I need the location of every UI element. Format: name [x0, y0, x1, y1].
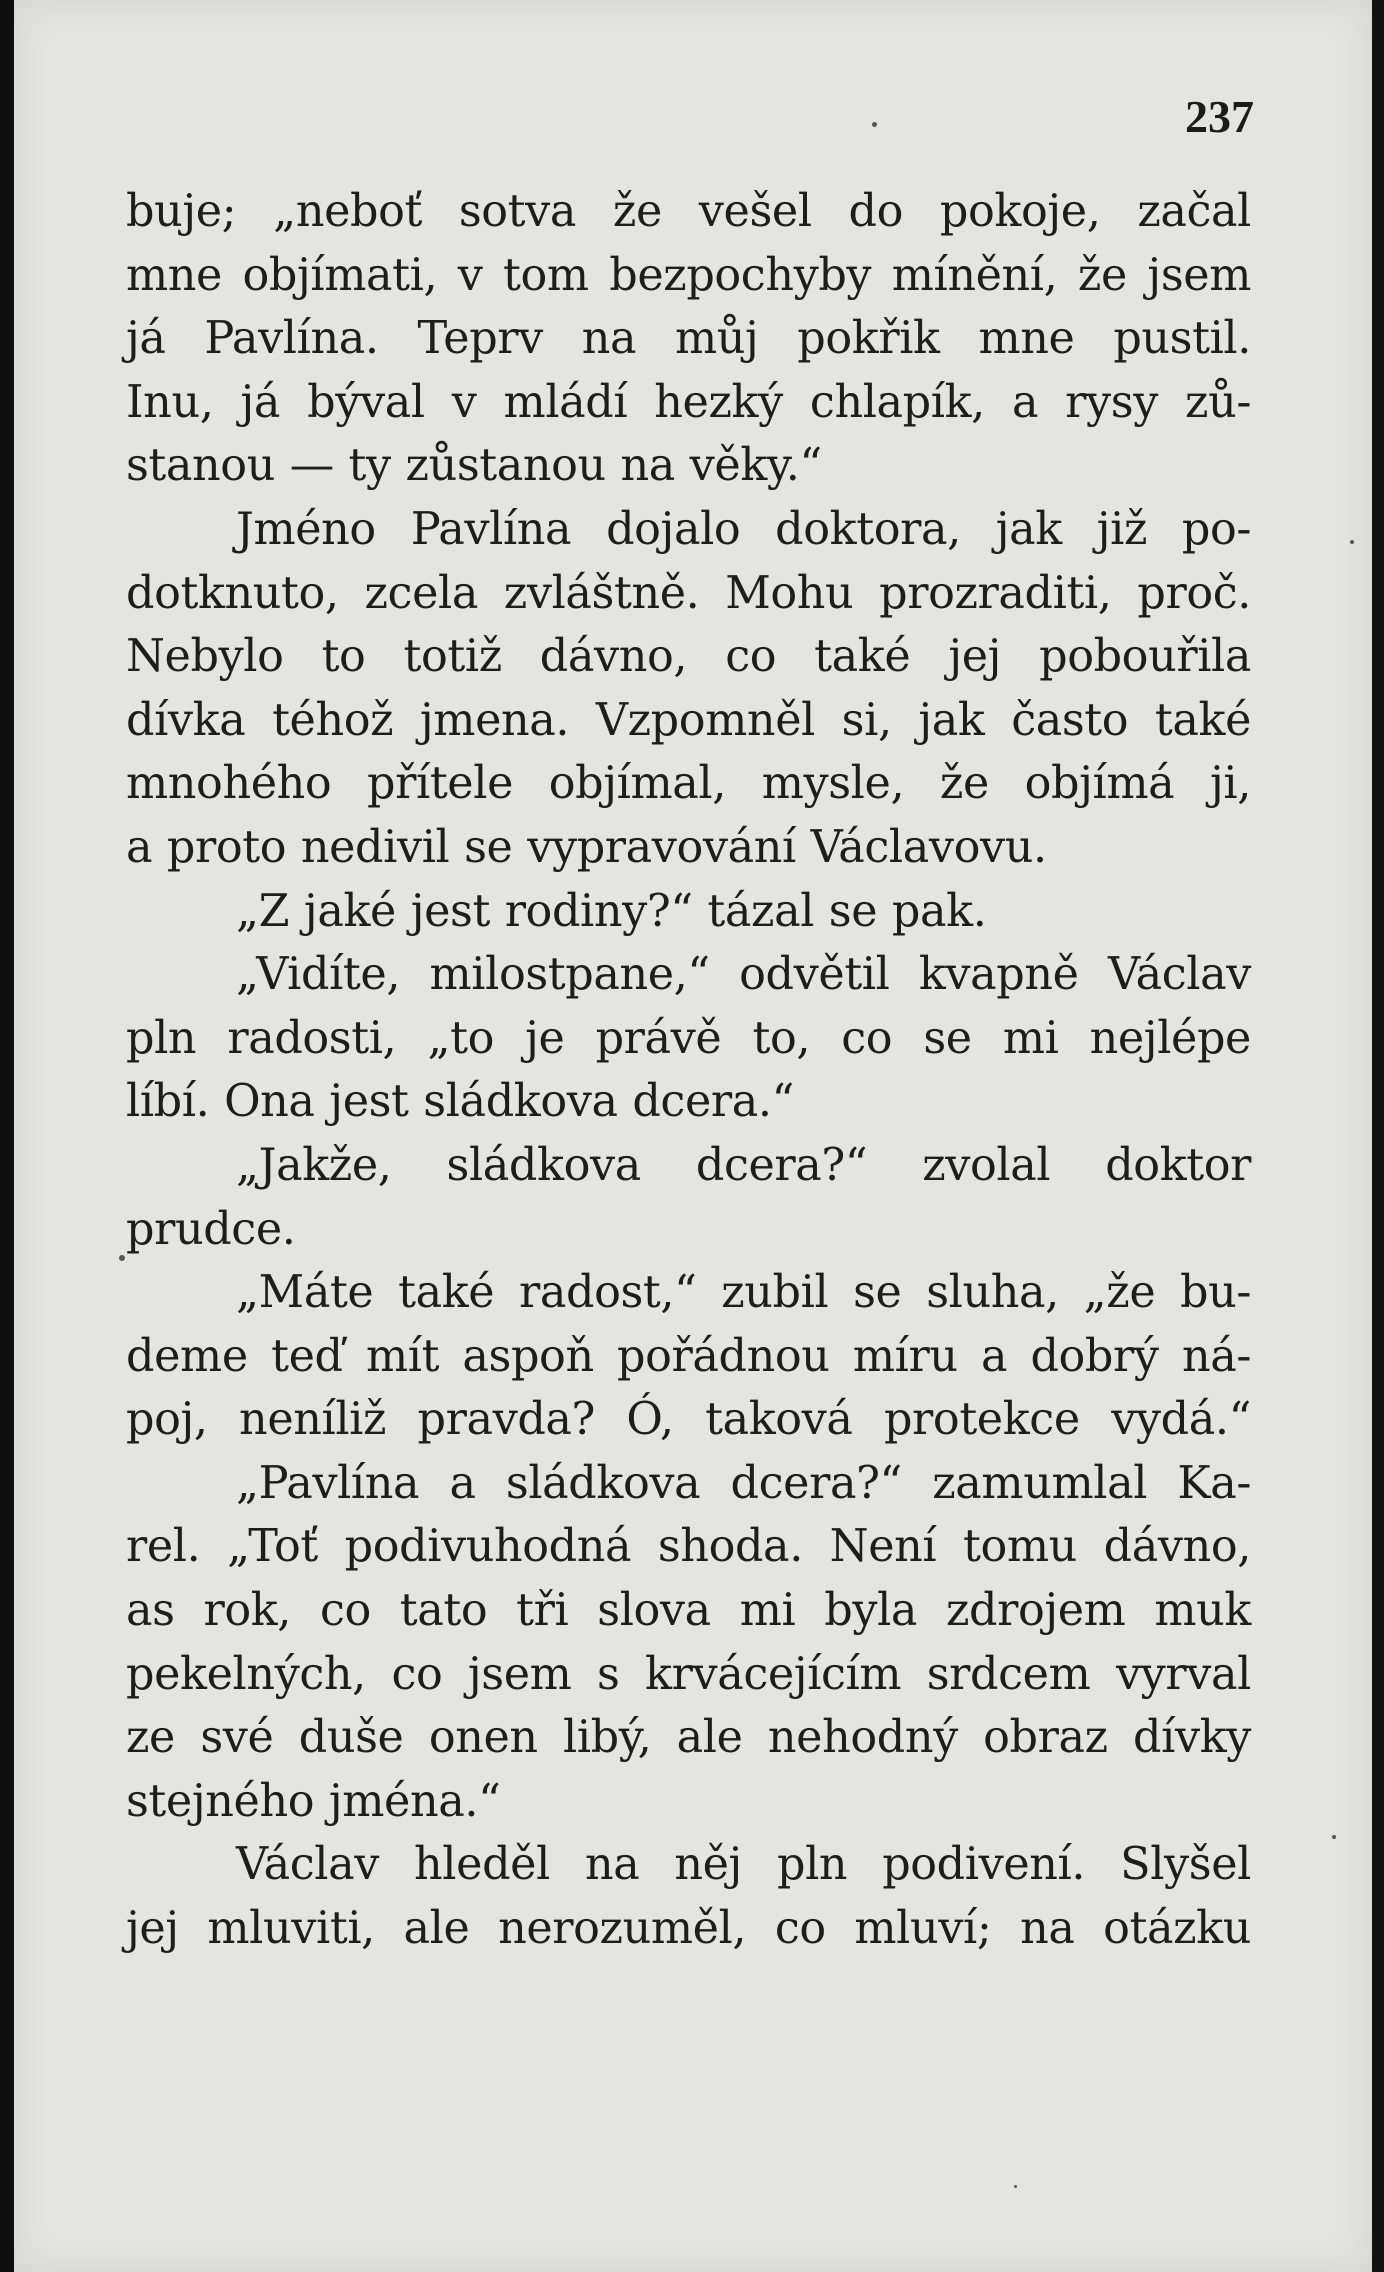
- paper-speck: [1332, 1835, 1336, 1839]
- text-line: dívka téhož jmena. Vzpomněl si, jak často také: [126, 694, 1251, 746]
- page-number: 237: [1185, 91, 1254, 142]
- text-line: as rok, co tato tři slova mi byla zdrojem muk: [126, 1585, 1251, 1637]
- text-line: pekelných, co jsem s krvácejícím srdcem vyrval: [126, 1648, 1251, 1700]
- text-line: Václav hleděl na něj pln podivení. Slyšel: [236, 1839, 1251, 1891]
- text-line: a proto nedivil se vypravování Václavovu.: [126, 821, 1047, 873]
- text-line: prudce.: [126, 1203, 296, 1255]
- text-line: ze své duše onen libý, ale nehodný obraz dívky: [126, 1712, 1251, 1764]
- paper-speck: [1350, 540, 1354, 544]
- text-line: dotknuto, zcela zvláštně. Mohu prozraditi, proč.: [126, 567, 1251, 619]
- text-line: líbí. Ona jest sládkova dcera.“: [126, 1076, 794, 1128]
- text-line: „Jakže, sládkova dcera?“ zvolal doktor: [236, 1139, 1251, 1191]
- text-line: poj, neníliž pravda? Ó, taková protekce vydá.“: [126, 1394, 1251, 1446]
- body-text: [126, 180, 1251, 1961]
- text-line: pln radosti, „to je právě to, co se mi nejlépe: [126, 1012, 1251, 1064]
- text-line: deme teď mít aspoň pořádnou míru a dobrý ná-: [126, 1330, 1251, 1382]
- text-line: Nebylo to totiž dávno, co také jej pobouřila: [126, 631, 1251, 683]
- text-line: Jméno Pavlína dojalo doktora, jak již po-: [236, 503, 1251, 555]
- book-page: [14, 0, 1372, 2272]
- text-line: buje; „neboť sotva že vešel do pokoje, začal: [126, 186, 1251, 237]
- text-line: „Pavlína a sládkova dcera?“ zamumlal Ka-: [236, 1457, 1251, 1509]
- scan-edge: [1372, 0, 1384, 2272]
- text-line: stejného jména.“: [126, 1775, 501, 1827]
- text-line: „Vidíte, milostpane,“ odvětil kvapně Václav: [236, 949, 1251, 1001]
- text-line: já Pavlína. Teprv na můj pokřik mne pustil.: [126, 313, 1251, 365]
- text-line: Inu, já býval v mládí hezký chlapík, a rysy zů-: [126, 376, 1251, 428]
- text-line: mne objímati, v tom bezpochyby mínění, že jsem: [126, 249, 1251, 301]
- text-line: stanou — ty zůstanou na věky.“: [126, 440, 822, 492]
- text-line: jej mluviti, ale nerozuměl, co mluví; na otázku: [126, 1903, 1251, 1955]
- text-line: mnohého přítele objímal, mysle, že objímá ji,: [126, 758, 1251, 810]
- text-line: „Z jaké jest rodiny?“ tázal se pak.: [236, 885, 987, 937]
- paper-speck: [872, 122, 877, 127]
- text-line: „Máte také radost,“ zubil se sluha, „že bu-: [236, 1267, 1251, 1319]
- paper-speck: [119, 1255, 125, 1261]
- paper-speck: [1014, 2185, 1017, 2188]
- text-line: rel. „Toť podivuhodná shoda. Není tomu dávno,: [126, 1521, 1251, 1573]
